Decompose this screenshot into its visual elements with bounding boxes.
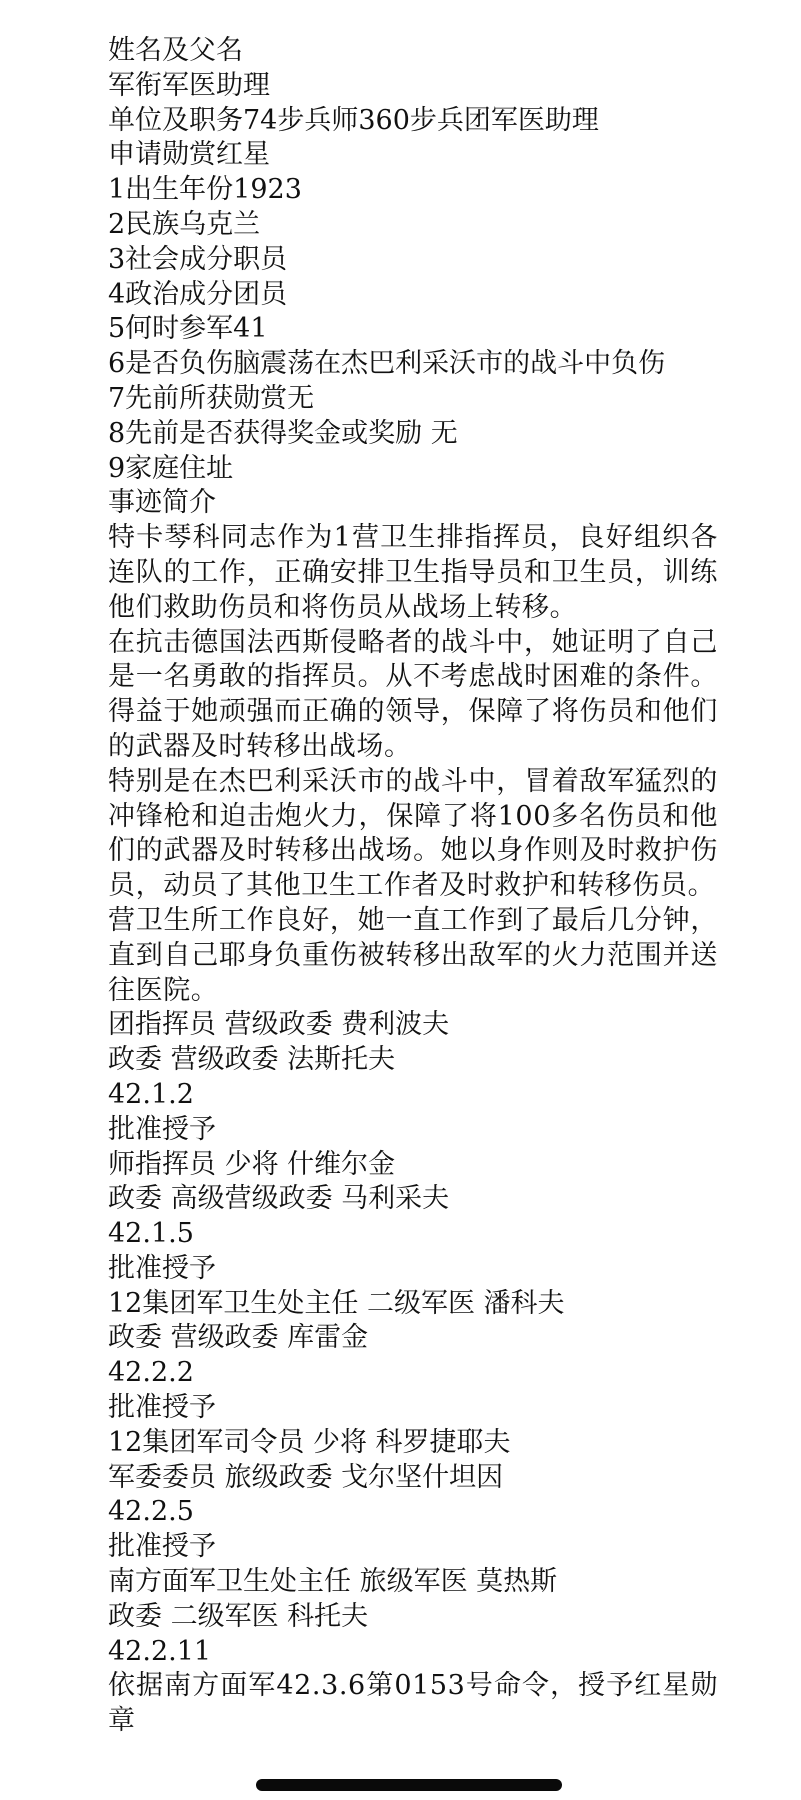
award-document [108,34,718,1739]
signature-army-medical-commissar: 政委 营级政委 库雷金 [108,1322,369,1354]
closing-order-paragraph: 依据南方面军42.3.6第0153号命令，授予红星勋章 [108,1670,718,1737]
field-birth-year: 1出生年份1923 [108,174,302,206]
section-heading-summary: 事迹简介 [108,487,216,519]
signature-army-medical-chief: 12集团军卫生处主任 二级军医 潘科夫 [108,1287,565,1319]
signature-military-council-member: 军委委员 旅级政委 戈尔坚什坦因 [108,1461,504,1493]
header-section [108,34,718,521]
field-full-name: 姓名及父名 [108,35,243,66]
field-rank: 军衔军医助理 [108,69,270,101]
signature-front-commissar: 政委 二级军医 科托夫 [108,1600,369,1632]
field-political-status: 4政治成分团员 [108,278,288,310]
field-wounded: 6是否负伤脑震荡在杰巴利采沃市的战斗中负伤 [108,348,666,380]
signature-division-commissar: 政委 高级营级政委 马利采夫 [108,1183,450,1215]
field-social-status: 3社会成分职员 [108,243,288,275]
field-unit-position: 单位及职务74步兵师360步兵团军医助理 [108,104,599,136]
field-enlistment: 5何时参军41 [108,313,268,345]
signature-regiment-commander: 团指挥员 营级政委 费利波夫 [108,1009,450,1041]
approval-date: 42.2.2 [108,1357,194,1389]
signature-regiment-commissar: 政委 营级政委 法斯托夫 [108,1044,396,1076]
approval-date: 42.1.5 [108,1218,194,1250]
home-indicator-bar[interactable] [256,1779,562,1791]
summary-paragraph: 营卫生所工作良好，她一直工作到了最后几分钟，直到自己耶身负重伤被转移出敌军的火力范围并送往医院。 [108,904,718,1006]
approval-decision: 批准授予 [108,1113,216,1145]
field-previous-awards: 7先前所获勋赏无 [108,382,315,414]
signature-division-commander: 师指挥员 少将 什维尔金 [108,1148,396,1180]
summary-paragraph: 在抗击德国法西斯侵略者的战斗中，她证明了自己是一名勇敢的指挥员。从不考虑战时困难的条件。得益于她顽强而正确的领导，保障了将伤员和他们的武器及时转移出战场。 [108,626,718,762]
field-home-address: 9家庭住址 [108,452,234,484]
approval-date: 42.2.11 [108,1635,212,1667]
approval-section [108,1008,718,1669]
field-previous-bonus: 8先前是否获得奖金或奖励 无 [108,417,458,449]
approval-date: 42.1.2 [108,1078,194,1110]
approval-decision: 批准授予 [108,1392,216,1424]
approval-decision: 批准授予 [108,1531,216,1563]
field-award-requested: 申请勋赏红星 [108,139,270,171]
summary-paragraph: 特别是在杰巴利采沃市的战斗中，冒着敌军猛烈的冲锋枪和迫击炮火力，保障了将100多名伤员和他们的武器及时转移出战场。她以身作则及时救护伤员，动员了其他卫生工作者及时救护和转移伤员。 [108,765,718,902]
field-nationality: 2民族乌克兰 [108,208,261,240]
signature-army-commander: 12集团军司令员 少将 科罗捷耶夫 [108,1426,511,1458]
approval-date: 42.2.5 [108,1496,194,1528]
summary-paragraph: 特卡琴科同志作为1营卫生排指挥员，良好组织各连队的工作，正确安排卫生指导员和卫生员，训练他们救助伤员和将伤员从战场上转移。 [108,522,718,623]
approval-decision: 批准授予 [108,1252,216,1284]
signature-front-medical-chief: 南方面军卫生处主任 旅级军医 莫热斯 [108,1566,558,1598]
summary-section [108,521,718,1008]
